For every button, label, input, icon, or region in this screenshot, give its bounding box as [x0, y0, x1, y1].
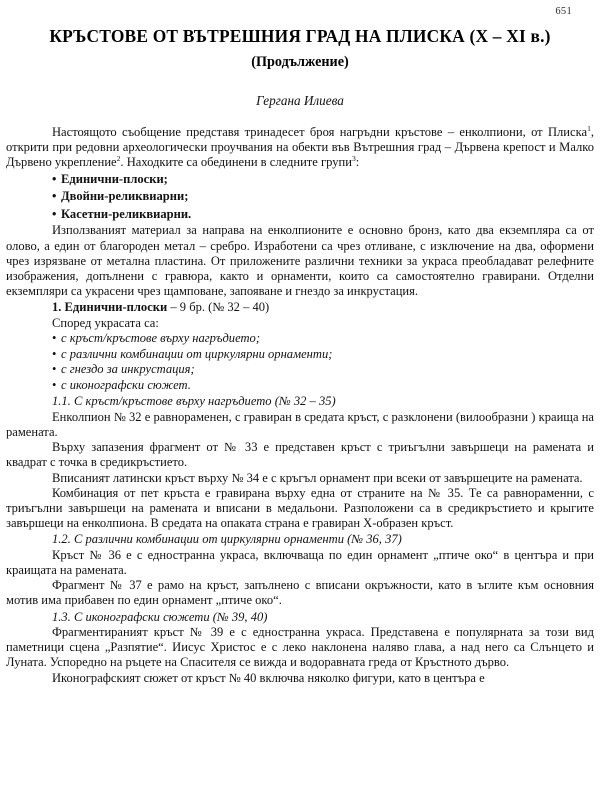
- section-heading-1-2: 1.2. С различни комбинации от циркулярни орнаменти (№ 36, 37): [52, 532, 402, 547]
- section-heading-1-label: 1. Единични-плоски: [52, 300, 168, 315]
- paragraph-cross-32: Енколпион № 32 е равнораменен, с гравиран в средата кръст, с разклонени (вилообразни ) краища на рамената.: [6, 409, 594, 439]
- bullet-dot-icon: •: [52, 189, 57, 204]
- article-body: [4, 125, 596, 686]
- list-item: [6, 171, 594, 189]
- section-heading-1: [6, 299, 594, 315]
- bullet-dot-icon: •: [52, 346, 57, 361]
- paragraph-cross-34: Вписаният латински кръст върху № 34 е с кръгъл орнамент при всеки от завършеците на раменатa.: [52, 470, 583, 485]
- group-bullet-label: Двойни-реликвиарни;: [61, 189, 189, 204]
- decoration-bullet-label: с гнездо за инкрустация;: [61, 362, 195, 377]
- decoration-bullet-label: с кръст/кръстове върху нагръдието;: [61, 331, 260, 346]
- paragraph-cross-36: Кръст № 36 е с едностранна украса, включваща по един орнамент „птиче око“ в центъра и при краищата на раменатa.: [6, 547, 594, 578]
- page-subtitle: (Продължение): [251, 54, 349, 70]
- page-number: 651: [555, 6, 572, 17]
- section-heading-1-detail: – 9 бр. (№ 32 – 40): [167, 300, 270, 315]
- paragraph-cross-33: Върху запазения фрагмент от № 33 е представен кръст с триъгълни завършеци на раменатa и квадрат с точка в средикръстието.: [6, 440, 594, 470]
- paragraph-cross-37: Фрагмент № 37 е рамо на кръст, запълнено с вписани окръжности, като в ъглите към основния мотив има прибавен по един орнамент „птиче око“.: [6, 578, 594, 608]
- bullet-dot-icon: •: [52, 171, 57, 186]
- intro-text-part-3: . Находките са обединени в следните групи: [120, 155, 352, 170]
- group-bullet-label: Единични-плоски;: [61, 171, 168, 186]
- author-name: Гергана Илиева: [256, 93, 344, 108]
- intro-text-part-2: , открити при редовни археологически проучвания на обекти във Вътрешния град – Дървена крепост и Малко Дървено укрепление: [6, 125, 594, 170]
- list-item: [6, 347, 594, 363]
- paragraph-cross-39: Фрагментираният кръст № 39 е с едностранна украса. Представена е популярната за този вид паметници сцена „Разпятие“. Иисус Христос е с леко наклонена наляво глава, а над него са Слънцето и Луната. Успоредно на ръцете на Спасителя се вижда и водоравната греда от Кръстното дърво.: [6, 625, 594, 670]
- bullet-dot-icon: •: [52, 331, 57, 346]
- intro-text-part-4: :: [355, 155, 360, 170]
- intro-paragraph: [6, 125, 594, 171]
- list-item: [6, 362, 594, 378]
- list-item: [6, 188, 594, 206]
- bullet-dot-icon: •: [52, 377, 57, 392]
- page-title: КРЪСТОВЕ ОТ ВЪТРЕШНИЯ ГРАД НА ПЛИСКА (X – XI в.): [49, 26, 551, 46]
- footnote-marker-1: 1: [587, 123, 591, 133]
- list-item: [6, 206, 594, 224]
- list-item: [6, 378, 594, 394]
- decoration-bullet-label: с различни комбинации от циркулярни орнаменти;: [61, 346, 333, 361]
- intro-text-part-1: Настоящото съобщение представя тринадесет броя нагръдни кръстове – енколпиони, от Плиска: [52, 125, 588, 139]
- paragraph-cross-40: Иконографският сюжет от кръст № 40 включва няколко фигури, като в центъра е: [52, 670, 485, 685]
- group-bullet-label: Касетни-реликвиарни.: [61, 206, 192, 221]
- footnote-marker-3: 3: [351, 154, 356, 164]
- section-heading-1-1: 1.1. С кръст/кръстове върху нагръдието (№ 32 – 35): [52, 394, 336, 409]
- bullet-dot-icon: •: [52, 362, 57, 377]
- paragraph-cross-35: Комбинация от пет кръста е гравирана върху една от страните на № 35. Те са равнораменни, с триъгълни завършеци на раменатa и вписани в медальони. Разположени са в средикръстието и крыгите завършеци на енколпиона. В средата на опаката страна е гравиран Х-образен кръст.: [6, 485, 594, 531]
- decoration-bullet-label: с иконографски сюжет.: [61, 377, 191, 392]
- list-item: [6, 331, 594, 347]
- decoration-intro: Според украсата са:: [52, 315, 159, 330]
- section-heading-1-3: 1.3. С иконографски сюжети (№ 39, 40): [52, 609, 268, 624]
- footnote-marker-2: 2: [116, 154, 121, 164]
- bullet-dot-icon: •: [52, 206, 57, 221]
- material-paragraph: Използваният материал за направа на енколпионите е основно бронз, като два екземпляра са от олово, а един от благороден метал – сребро. Изработени са чрез отливане, с изключение на два, оформени чрез изрязване от метална пластина. От приложените различни техники за украса преобладават релефните изображения, допълнени с гравюра, както и орнаменти, които са самостоятелно гравирани. Отделни екземпляри са украсени чрез щамповане, запояване и гнездо за инкрустация.: [6, 223, 594, 299]
